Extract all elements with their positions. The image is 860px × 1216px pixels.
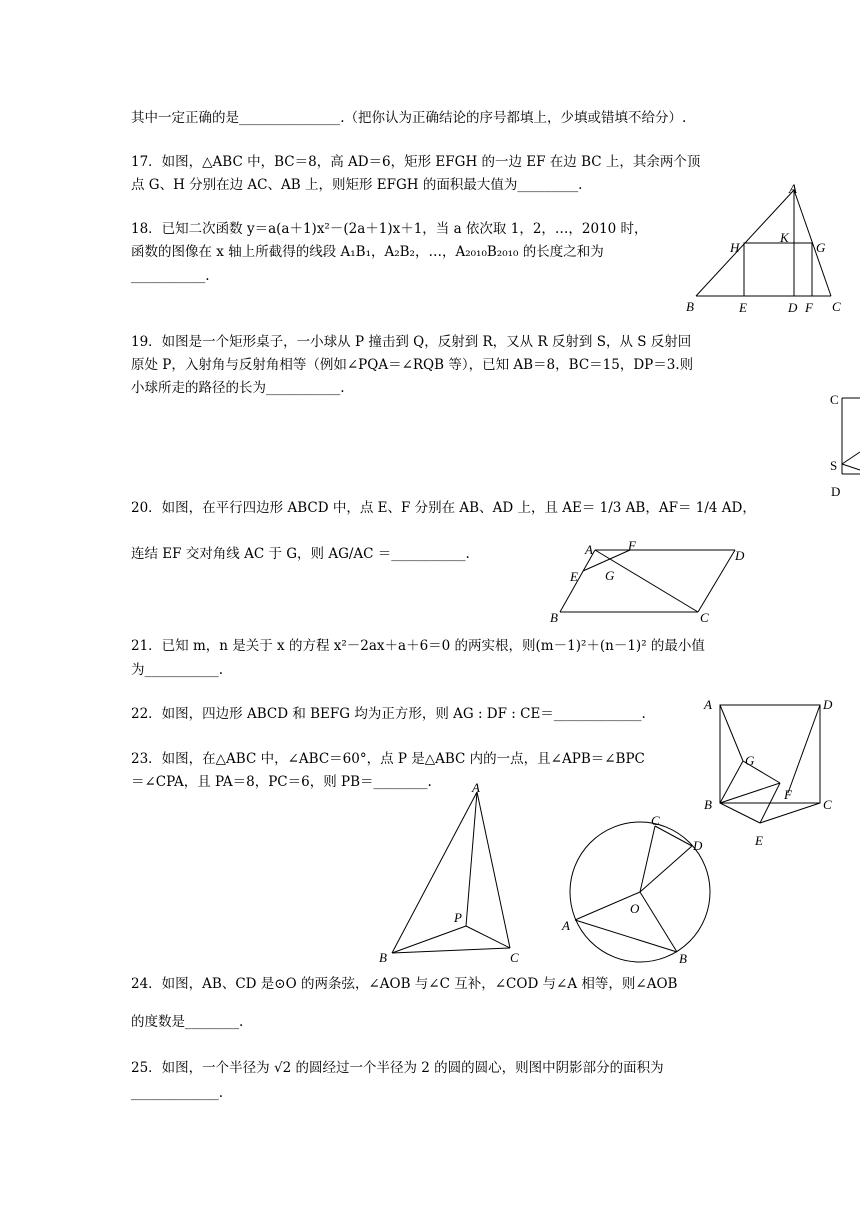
figure-20 bbox=[545, 540, 760, 630]
q18-line2: 函数的图像在 x 轴上所截得的线段 A₁B₁，A₂B₂，…，A₂₀₁₀B₂₀₁₀ 的长度之和为 bbox=[131, 244, 604, 260]
label-F: F bbox=[784, 787, 792, 802]
label-B: B bbox=[550, 610, 558, 625]
label-F: F bbox=[628, 538, 636, 553]
label-H: H bbox=[730, 240, 740, 255]
label-E: E bbox=[570, 569, 578, 584]
label-C: C bbox=[823, 797, 832, 812]
label-C: C bbox=[651, 813, 660, 828]
label-S: S bbox=[830, 458, 838, 473]
label-A: A bbox=[472, 780, 480, 795]
label-A: A bbox=[585, 542, 593, 557]
q25-line2: _____________. bbox=[131, 1085, 224, 1101]
q20-line2: 连结 EF 交对角线 AC 于 G，则 AG/AC ＝___________. bbox=[131, 546, 470, 562]
label-B: B bbox=[704, 797, 712, 812]
label-C: C bbox=[700, 610, 709, 625]
q19-line1: 19．如图是一个矩形桌子，一小球从 P 撞击到 Q，反射到 R，又从 R 反射到 S，从 S 反射回 bbox=[131, 334, 692, 350]
label-G: G bbox=[816, 240, 826, 255]
label-D: D bbox=[823, 697, 833, 712]
label-G: G bbox=[745, 753, 755, 768]
figure-24 bbox=[555, 810, 725, 970]
label-D: D bbox=[735, 548, 745, 563]
label-A: A bbox=[789, 181, 797, 196]
label-E: E bbox=[755, 833, 763, 848]
label-D: D bbox=[693, 838, 703, 853]
q22-line: 22．如图，四边形 ABCD 和 BEFG 均为正方形，则 AG : DF : CE＝_____________. bbox=[131, 706, 646, 722]
q23-line2: ＝∠CPA，且 PA＝8，PC＝6，则 PB＝________. bbox=[131, 774, 432, 790]
q18-line3: ___________. bbox=[131, 268, 210, 284]
label-O: O bbox=[630, 901, 640, 916]
q24-line2: 的度数是________. bbox=[131, 1014, 244, 1030]
label-F: F bbox=[805, 300, 813, 315]
label-B: B bbox=[379, 950, 387, 965]
q25-line1: 25．如图，一个半径为 √2 的圆经过一个半径为 2 的圆的圆心，则图中阴影部分的面积为 bbox=[131, 1060, 664, 1076]
label-C: C bbox=[510, 950, 519, 965]
q23-line1: 23．如图，在△ABC 中，∠ABC＝60°，点 P 是△ABC 内的一点，且∠APB＝∠BPC bbox=[131, 751, 645, 767]
q17-line1: 17．如图，△ABC 中，BC＝8，高 AD＝6，矩形 EFGH 的一边 EF 在边 BC 上，其余两个顶 bbox=[131, 154, 701, 170]
label-E: E bbox=[739, 300, 747, 315]
q18-line1: 18．已知二次函数 y＝a(a＋1)x²－(2a＋1)x＋1，当 a 依次取 1，2，…，2010 时， bbox=[131, 221, 648, 237]
figure-23 bbox=[370, 778, 540, 968]
q21-line1: 21．已知 m，n 是关于 x 的方程 x²－2ax＋a＋6＝0 的两实根，则(m－1)²＋(n－1)² 的最小值 bbox=[131, 638, 705, 654]
figure19-label-D: D bbox=[831, 484, 841, 499]
figure-17 bbox=[680, 180, 855, 320]
label-B: B bbox=[679, 951, 687, 966]
q20-line1: 20．如图，在平行四边形 ABCD 中，点 E、F 分别在 AB、AD 上，且 AE＝ 1/3 AB，AF＝ 1/4 AD， bbox=[131, 500, 756, 516]
label-G: G bbox=[605, 568, 615, 583]
q21-line2: 为___________. bbox=[131, 662, 224, 678]
label-D: D bbox=[788, 300, 798, 315]
label-P: P bbox=[454, 910, 462, 925]
label-K: K bbox=[780, 230, 789, 245]
label-C: C bbox=[832, 299, 841, 314]
q16-tail: 其中一定正确的是_______________.（把你认为正确结论的序号都填上，少填或错填不给分）. bbox=[131, 110, 687, 126]
q19-line3: 小球所走的路径的长为___________. bbox=[131, 380, 345, 396]
q17-line2: 点 G、H 分别在边 AC、AB 上，则矩形 EFGH 的面积最大值为_________. bbox=[131, 177, 583, 193]
q24-line1: 24．如图，AB、CD 是⊙O 的两条弦，∠AOB 与∠C 互补，∠COD 与∠A 相等，则∠AOB bbox=[131, 976, 678, 992]
label-C: C bbox=[830, 392, 839, 407]
label-A: A bbox=[704, 697, 712, 712]
label-A: A bbox=[562, 918, 570, 933]
label-B: B bbox=[686, 299, 694, 314]
q19-line2: 原处 P，入射角与反射角相等（例如∠PQA＝∠RQB 等），已知 AB＝8，BC＝15，DP＝3.则 bbox=[131, 357, 694, 373]
figure-19 bbox=[828, 388, 860, 473]
